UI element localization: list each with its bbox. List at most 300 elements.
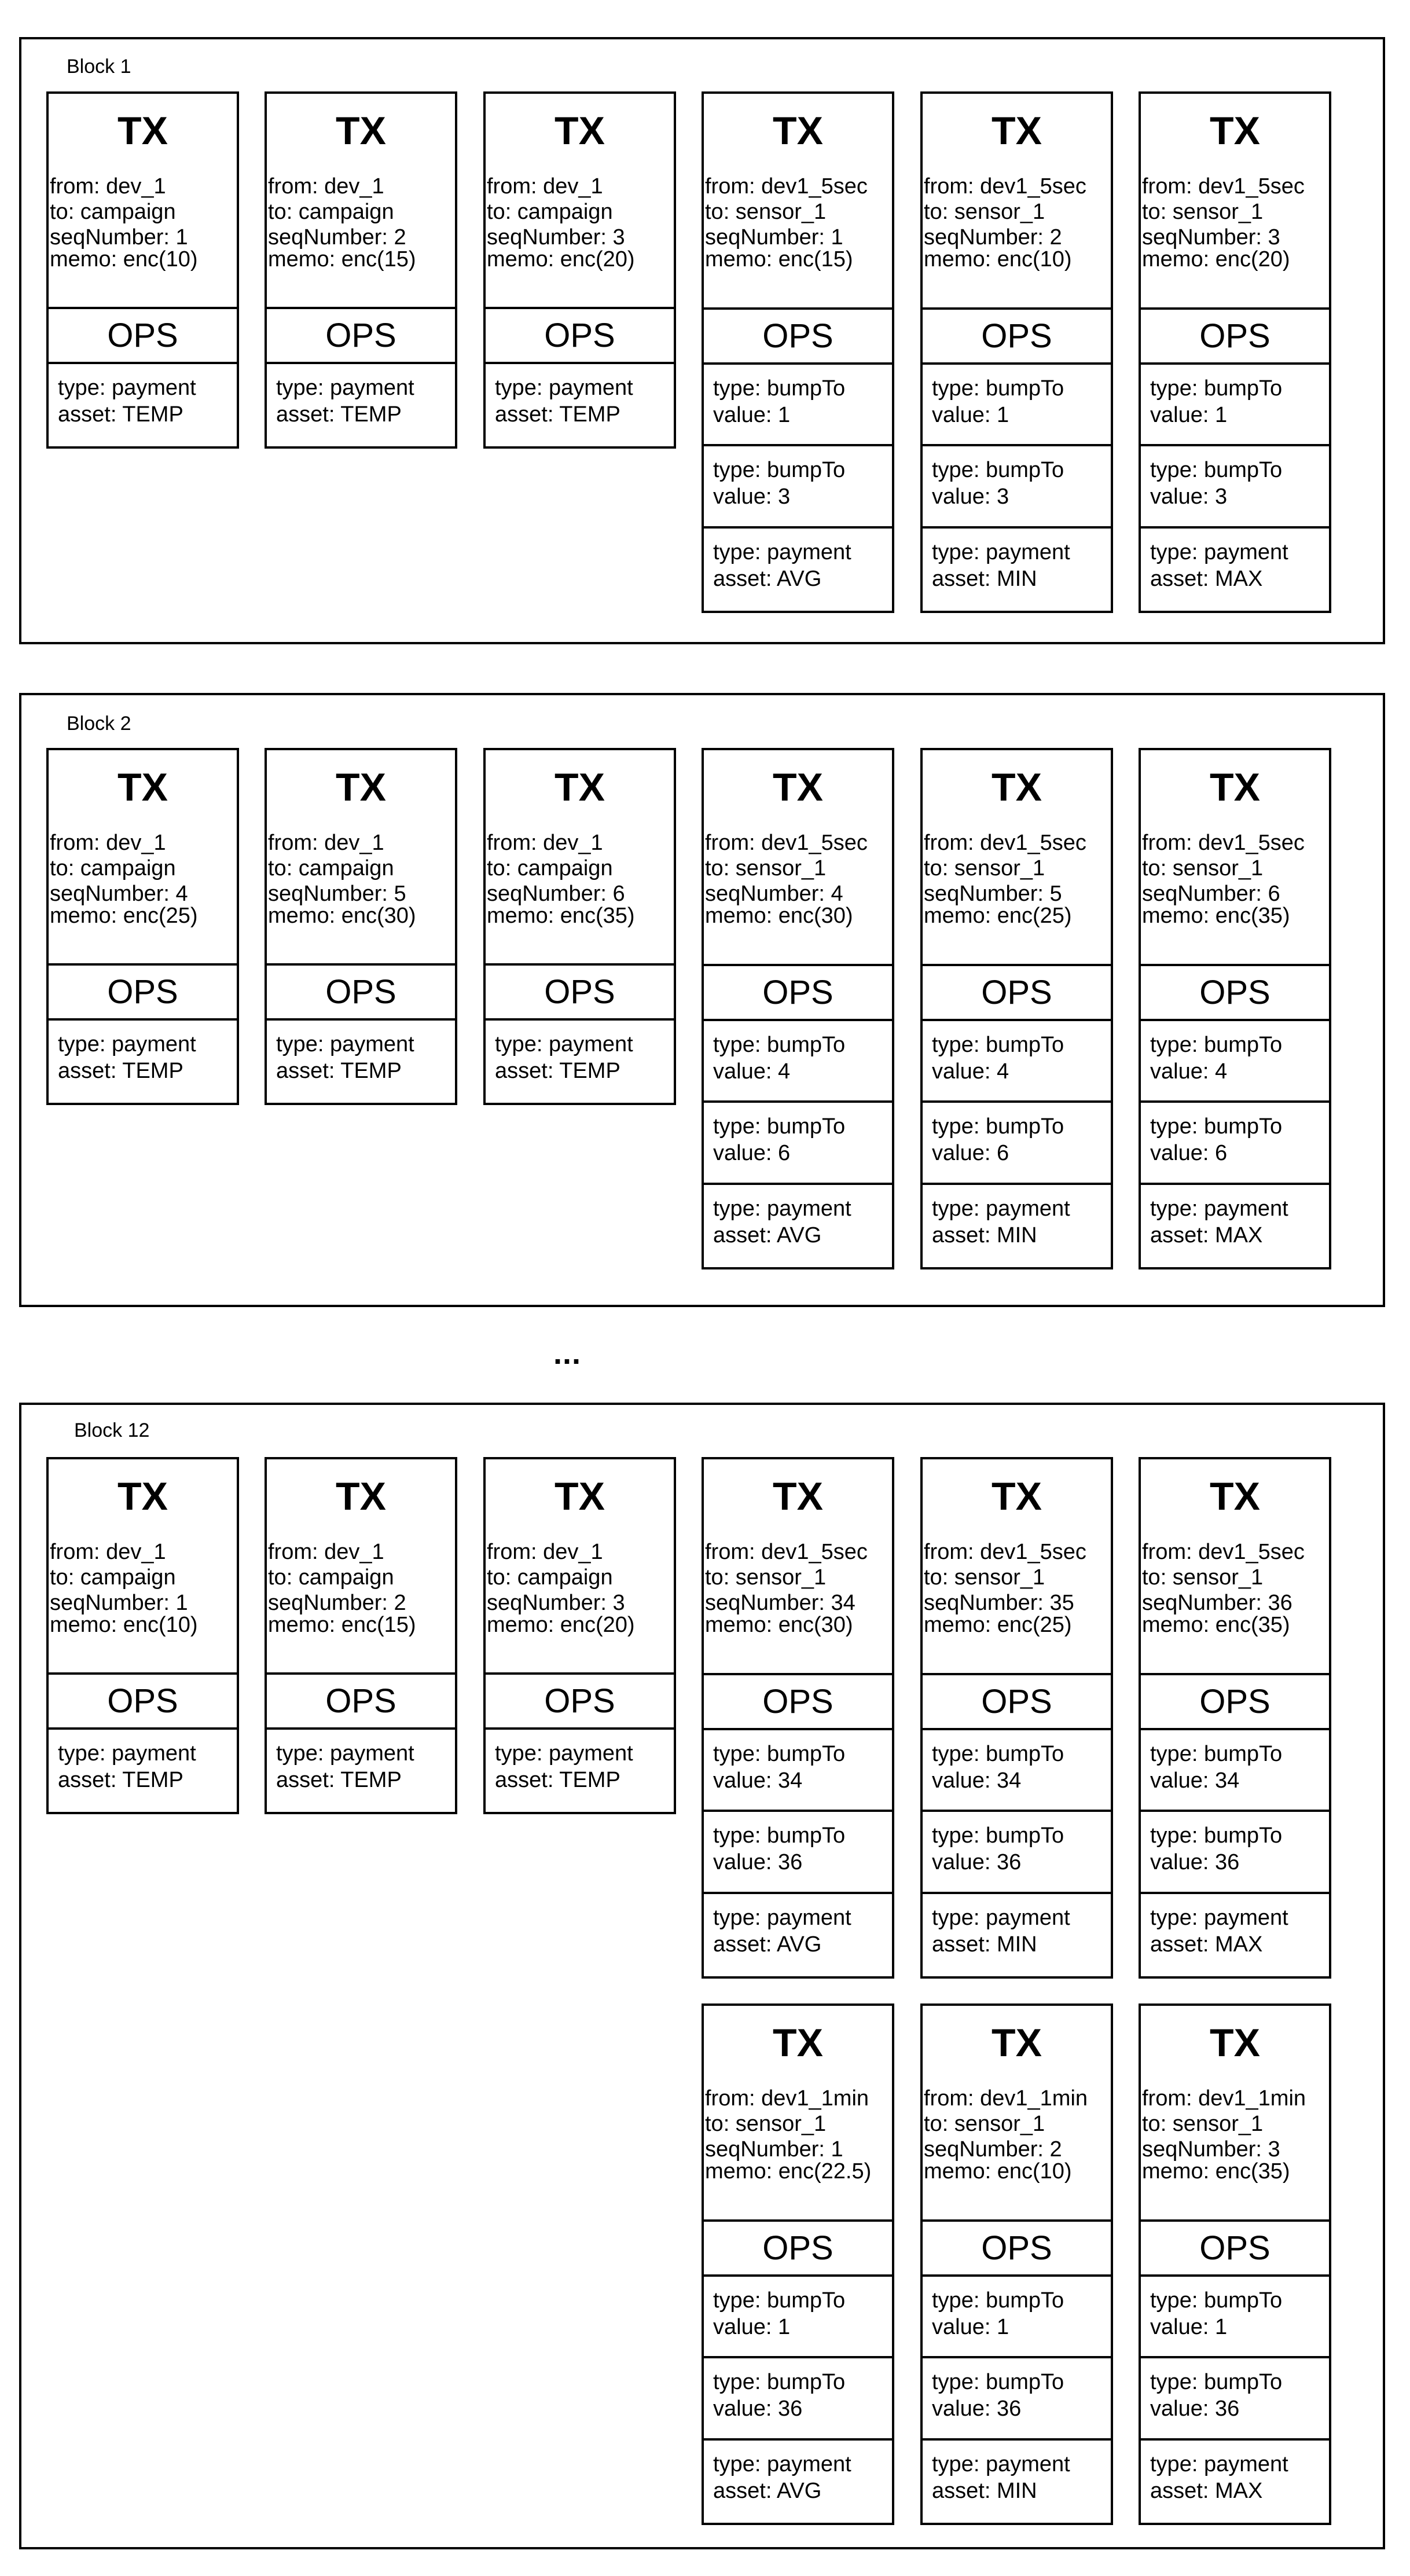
tx-section <box>923 750 1111 966</box>
op-detail: value: 4 <box>932 1059 1009 1084</box>
tx-to: to: campaign <box>268 1565 394 1590</box>
tx-to: to: sensor_1 <box>1142 200 1264 224</box>
tx-fields <box>705 830 868 929</box>
tx-fields <box>1142 1539 1305 1638</box>
tx-memo: memo: enc(25) <box>924 1613 1072 1637</box>
tx-to: to: campaign <box>50 200 176 224</box>
ops-header: OPS <box>1141 2222 1329 2277</box>
operation <box>923 2277 1111 2359</box>
operation <box>704 1730 892 1812</box>
tx-section <box>923 1459 1111 1675</box>
ops-header: OPS <box>267 966 455 1021</box>
tx-memo: memo: enc(35) <box>1142 1613 1290 1637</box>
tx-card <box>702 91 894 613</box>
tx-to: to: campaign <box>487 200 613 224</box>
operation <box>704 365 892 447</box>
op-type: type: bumpTo <box>932 1114 1064 1139</box>
tx-fields <box>268 174 416 272</box>
tx-card <box>920 91 1113 613</box>
ops-header: OPS <box>49 309 237 364</box>
tx-memo: memo: enc(35) <box>1142 904 1290 928</box>
tx-section <box>1141 2006 1329 2222</box>
ops-header: OPS <box>267 309 455 364</box>
tx-seq-number: seqNumber: 36 <box>1142 1591 1292 1615</box>
tx-seq-number: seqNumber: 5 <box>268 882 406 906</box>
tx-from: from: dev1_5sec <box>1142 831 1305 855</box>
tx-seq-number: seqNumber: 1 <box>705 225 843 249</box>
tx-card <box>265 1457 457 1814</box>
tx-fields <box>1142 2086 1306 2184</box>
tx-section <box>923 94 1111 310</box>
operation <box>923 1894 1111 1976</box>
tx-title: TX <box>992 109 1042 153</box>
tx-title: TX <box>336 109 386 153</box>
tx-fields <box>268 1539 416 1638</box>
operation <box>1141 365 1329 447</box>
ops-header: OPS <box>704 310 892 365</box>
tx-fields <box>924 1539 1086 1638</box>
tx-seq-number: seqNumber: 6 <box>1142 882 1280 906</box>
ops-header: OPS <box>1141 1675 1329 1730</box>
tx-title: TX <box>992 2021 1042 2065</box>
tx-memo: memo: enc(10) <box>924 247 1072 271</box>
tx-memo: memo: enc(22.5) <box>705 2159 872 2184</box>
tx-memo: memo: enc(30) <box>705 1613 853 1637</box>
operation <box>704 2358 892 2441</box>
tx-section <box>704 94 892 310</box>
operation <box>923 2441 1111 2523</box>
op-type: type: bumpTo <box>932 458 1064 483</box>
tx-fields <box>50 1539 198 1638</box>
ops-header: OPS <box>1141 966 1329 1021</box>
operation <box>923 1185 1111 1267</box>
tx-from: from: dev1_5sec <box>924 174 1086 199</box>
op-detail: value: 3 <box>713 485 791 509</box>
op-detail: asset: TEMP <box>495 402 620 427</box>
ellipsis: ... <box>553 1336 581 1371</box>
op-detail: asset: AVG <box>713 567 822 592</box>
tx-to: to: sensor_1 <box>705 200 827 224</box>
tx-to: to: campaign <box>268 200 394 224</box>
tx-to: to: sensor_1 <box>1142 1565 1264 1590</box>
tx-from: from: dev_1 <box>268 1540 384 1564</box>
tx-card <box>702 2003 894 2525</box>
op-detail: asset: TEMP <box>58 402 183 427</box>
op-type: type: bumpTo <box>713 1741 846 1766</box>
tx-section <box>1141 1459 1329 1675</box>
tx-seq-number: seqNumber: 3 <box>1142 2137 1280 2162</box>
tx-section <box>923 2006 1111 2222</box>
operation <box>1141 2441 1329 2523</box>
tx-from: from: dev_1 <box>487 1540 603 1564</box>
operation <box>923 1103 1111 1185</box>
tx-section <box>486 94 674 309</box>
op-type: type: payment <box>713 1197 851 1221</box>
tx-memo: memo: enc(20) <box>1142 247 1290 271</box>
op-type: type: payment <box>1150 1906 1288 1931</box>
tx-card <box>265 91 457 449</box>
tx-section <box>486 750 674 966</box>
operation <box>1141 529 1329 611</box>
operation <box>486 364 674 446</box>
operation <box>1141 2277 1329 2359</box>
op-detail: asset: MIN <box>932 1223 1037 1248</box>
op-type: type: bumpTo <box>713 2288 846 2313</box>
tx-title: TX <box>336 765 386 809</box>
op-type: type: payment <box>713 1906 851 1931</box>
op-type: type: bumpTo <box>1150 376 1283 401</box>
op-detail: value: 6 <box>932 1141 1009 1166</box>
tx-card <box>265 748 457 1105</box>
op-type: type: payment <box>932 1906 1070 1931</box>
tx-to: to: campaign <box>50 856 176 880</box>
op-type: type: payment <box>1150 540 1288 565</box>
tx-section <box>1141 94 1329 310</box>
tx-fields <box>50 830 198 929</box>
tx-section <box>49 750 237 966</box>
operation <box>49 1730 237 1812</box>
operation <box>704 1103 892 1185</box>
op-detail: asset: TEMP <box>276 1059 402 1084</box>
tx-section <box>267 1459 455 1675</box>
tx-from: from: dev1_5sec <box>924 1540 1086 1564</box>
op-type: type: payment <box>495 376 633 401</box>
tx-title: TX <box>773 765 823 809</box>
tx-section <box>704 1459 892 1675</box>
tx-fields <box>705 174 868 272</box>
tx-fields <box>924 830 1086 929</box>
tx-memo: memo: enc(10) <box>50 247 198 271</box>
tx-section <box>1141 750 1329 966</box>
tx-to: to: sensor_1 <box>705 1565 827 1590</box>
tx-to: to: sensor_1 <box>924 856 1045 880</box>
tx-from: from: dev1_5sec <box>705 174 868 199</box>
tx-seq-number: seqNumber: 3 <box>487 1591 625 1615</box>
operation <box>49 1021 237 1103</box>
tx-card <box>46 748 239 1105</box>
operation <box>923 1021 1111 1103</box>
operation <box>1141 1894 1329 1976</box>
tx-seq-number: seqNumber: 35 <box>924 1591 1074 1615</box>
tx-card <box>920 1457 1113 1979</box>
op-detail: asset: TEMP <box>495 1059 620 1084</box>
tx-from: from: dev1_5sec <box>1142 1540 1305 1564</box>
tx-fields <box>705 2086 871 2184</box>
op-type: type: payment <box>713 540 851 565</box>
tx-to: to: campaign <box>50 1565 176 1590</box>
op-detail: asset: TEMP <box>58 1059 183 1084</box>
tx-fields <box>268 830 416 929</box>
tx-fields <box>924 2086 1088 2184</box>
tx-to: to: campaign <box>487 1565 613 1590</box>
op-type: type: bumpTo <box>1150 2370 1283 2395</box>
op-detail: asset: AVG <box>713 1932 822 1957</box>
operation <box>49 364 237 446</box>
op-detail: asset: MIN <box>932 567 1037 592</box>
tx-seq-number: seqNumber: 2 <box>268 1591 406 1615</box>
operation <box>1141 1185 1329 1267</box>
tx-title: TX <box>118 1474 168 1518</box>
op-type: type: payment <box>932 1197 1070 1221</box>
ops-header: OPS <box>923 310 1111 365</box>
tx-memo: memo: enc(15) <box>268 1613 416 1637</box>
tx-from: from: dev_1 <box>268 831 384 855</box>
tx-seq-number: seqNumber: 3 <box>1142 225 1280 249</box>
tx-title: TX <box>118 765 168 809</box>
operation <box>923 1730 1111 1812</box>
op-detail: asset: TEMP <box>276 402 402 427</box>
tx-seq-number: seqNumber: 4 <box>705 882 843 906</box>
op-detail: value: 36 <box>932 2397 1022 2421</box>
tx-title: TX <box>118 109 168 153</box>
operation <box>704 1185 892 1267</box>
tx-card <box>702 748 894 1269</box>
tx-memo: memo: enc(15) <box>268 247 416 271</box>
ops-header: OPS <box>486 1675 674 1730</box>
tx-to: to: sensor_1 <box>1142 856 1264 880</box>
op-detail: value: 36 <box>1150 2397 1240 2421</box>
op-detail: asset: MAX <box>1150 567 1263 592</box>
operation <box>267 1021 455 1103</box>
op-type: type: bumpTo <box>932 2288 1064 2313</box>
op-detail: value: 1 <box>932 402 1009 427</box>
op-type: type: bumpTo <box>713 1032 846 1057</box>
op-detail: value: 36 <box>932 1850 1022 1875</box>
tx-from: from: dev_1 <box>268 174 384 199</box>
op-detail: value: 3 <box>1150 485 1228 509</box>
block-label: Block 2 <box>67 713 131 735</box>
tx-seq-number: seqNumber: 1 <box>705 2137 843 2162</box>
op-type: type: payment <box>932 540 1070 565</box>
tx-title: TX <box>1210 2021 1260 2065</box>
op-detail: asset: MAX <box>1150 2479 1263 2504</box>
op-detail: asset: MAX <box>1150 1223 1263 1248</box>
block-label: Block 12 <box>74 1419 150 1441</box>
operation <box>1141 1021 1329 1103</box>
tx-title: TX <box>336 1474 386 1518</box>
operation <box>704 446 892 529</box>
op-type: type: bumpTo <box>713 1823 846 1848</box>
tx-from: from: dev1_5sec <box>924 831 1086 855</box>
op-type: type: bumpTo <box>713 376 846 401</box>
op-detail: asset: AVG <box>713 2479 822 2504</box>
ops-header: OPS <box>704 966 892 1021</box>
op-type: type: bumpTo <box>713 1114 846 1139</box>
tx-card <box>1139 748 1331 1269</box>
tx-to: to: campaign <box>487 856 613 880</box>
operation <box>704 1812 892 1894</box>
op-detail: value: 4 <box>1150 1059 1228 1084</box>
tx-from: from: dev_1 <box>487 831 603 855</box>
tx-memo: memo: enc(25) <box>50 904 198 928</box>
tx-memo: memo: enc(10) <box>50 1613 198 1637</box>
tx-to: to: sensor_1 <box>705 856 827 880</box>
op-type: type: payment <box>276 1032 414 1057</box>
op-detail: value: 6 <box>713 1141 791 1166</box>
op-type: type: payment <box>495 1741 633 1766</box>
tx-section <box>704 2006 892 2222</box>
tx-fields <box>705 1539 868 1638</box>
tx-seq-number: seqNumber: 3 <box>487 225 625 249</box>
tx-section <box>267 750 455 966</box>
tx-card <box>920 2003 1113 2525</box>
op-detail: value: 1 <box>713 2314 791 2339</box>
operation <box>704 1021 892 1103</box>
tx-fields <box>487 174 635 272</box>
tx-memo: memo: enc(15) <box>705 247 853 271</box>
tx-from: from: dev1_5sec <box>1142 174 1305 199</box>
op-type: type: payment <box>495 1032 633 1057</box>
op-type: type: bumpTo <box>1150 1114 1283 1139</box>
tx-section <box>267 94 455 309</box>
op-type: type: payment <box>276 376 414 401</box>
op-detail: value: 36 <box>713 1850 803 1875</box>
tx-section <box>49 1459 237 1675</box>
op-detail: value: 4 <box>713 1059 791 1084</box>
tx-seq-number: seqNumber: 2 <box>924 225 1062 249</box>
tx-title: TX <box>773 2021 823 2065</box>
op-detail: asset: TEMP <box>495 1768 620 1793</box>
tx-card <box>702 1457 894 1979</box>
tx-title: TX <box>555 109 605 153</box>
tx-to: to: campaign <box>268 856 394 880</box>
tx-to: to: sensor_1 <box>1142 2112 1264 2136</box>
tx-title: TX <box>1210 765 1260 809</box>
op-type: type: bumpTo <box>1150 2288 1283 2313</box>
operation <box>923 446 1111 529</box>
tx-title: TX <box>992 765 1042 809</box>
op-detail: value: 34 <box>1150 1768 1240 1793</box>
op-type: type: bumpTo <box>932 1741 1064 1766</box>
op-detail: asset: AVG <box>713 1223 822 1248</box>
block-label: Block 1 <box>67 56 131 78</box>
tx-fields <box>487 1539 635 1638</box>
tx-fields <box>487 830 635 929</box>
tx-memo: memo: enc(30) <box>705 904 853 928</box>
op-type: type: bumpTo <box>932 376 1064 401</box>
tx-section <box>704 750 892 966</box>
tx-card <box>483 1457 676 1814</box>
tx-from: from: dev1_5sec <box>705 831 868 855</box>
tx-fields <box>924 174 1086 272</box>
tx-memo: memo: enc(10) <box>924 2159 1072 2184</box>
op-detail: value: 1 <box>713 402 791 427</box>
tx-to: to: sensor_1 <box>924 2112 1045 2136</box>
tx-from: from: dev1_1min <box>924 2086 1088 2111</box>
tx-title: TX <box>555 765 605 809</box>
tx-title: TX <box>992 1474 1042 1518</box>
op-type: type: bumpTo <box>1150 1823 1283 1848</box>
op-detail: value: 1 <box>1150 2314 1228 2339</box>
tx-from: from: dev_1 <box>50 831 166 855</box>
tx-seq-number: seqNumber: 2 <box>268 225 406 249</box>
tx-from: from: dev_1 <box>50 174 166 199</box>
tx-fields <box>50 174 198 272</box>
operation <box>704 1894 892 1976</box>
tx-card <box>1139 1457 1331 1979</box>
op-detail: value: 36 <box>1150 1850 1240 1875</box>
tx-section <box>486 1459 674 1675</box>
operation <box>704 529 892 611</box>
tx-from: from: dev_1 <box>487 174 603 199</box>
ops-header: OPS <box>704 1675 892 1730</box>
operation <box>267 1730 455 1812</box>
operation <box>486 1021 674 1103</box>
tx-memo: memo: enc(20) <box>487 1613 635 1637</box>
tx-title: TX <box>773 1474 823 1518</box>
tx-title: TX <box>773 109 823 153</box>
op-type: type: payment <box>1150 1197 1288 1221</box>
op-detail: asset: MIN <box>932 2479 1037 2504</box>
tx-card <box>1139 2003 1331 2525</box>
operation <box>267 364 455 446</box>
tx-memo: memo: enc(35) <box>487 904 635 928</box>
op-type: type: bumpTo <box>932 1823 1064 1848</box>
tx-to: to: sensor_1 <box>924 200 1045 224</box>
tx-card <box>1139 91 1331 613</box>
tx-fields <box>1142 174 1305 272</box>
tx-to: to: sensor_1 <box>924 1565 1045 1590</box>
op-detail: asset: TEMP <box>58 1768 183 1793</box>
tx-memo: memo: enc(30) <box>268 904 416 928</box>
ops-header: OPS <box>923 966 1111 1021</box>
op-type: type: payment <box>276 1741 414 1766</box>
op-detail: value: 1 <box>932 2314 1009 2339</box>
tx-to: to: sensor_1 <box>705 2112 827 2136</box>
tx-seq-number: seqNumber: 6 <box>487 882 625 906</box>
tx-from: from: dev1_5sec <box>705 1540 868 1564</box>
ops-header: OPS <box>486 966 674 1021</box>
op-detail: value: 6 <box>1150 1141 1228 1166</box>
tx-from: from: dev1_1min <box>1142 2086 1306 2111</box>
operation <box>486 1730 674 1812</box>
op-detail: asset: MAX <box>1150 1932 1263 1957</box>
tx-card <box>46 1457 239 1814</box>
op-type: type: payment <box>932 2452 1070 2477</box>
op-type: type: bumpTo <box>1150 1741 1283 1766</box>
op-detail: value: 36 <box>713 2397 803 2421</box>
tx-from: from: dev_1 <box>50 1540 166 1564</box>
operation <box>1141 1103 1329 1185</box>
tx-fields <box>1142 830 1305 929</box>
tx-title: TX <box>555 1474 605 1518</box>
ops-header: OPS <box>923 2222 1111 2277</box>
operation <box>923 2358 1111 2441</box>
tx-seq-number: seqNumber: 2 <box>924 2137 1062 2162</box>
op-detail: value: 3 <box>932 485 1009 509</box>
op-type: type: bumpTo <box>713 2370 846 2395</box>
ops-header: OPS <box>1141 310 1329 365</box>
tx-from: from: dev1_1min <box>705 2086 869 2111</box>
tx-memo: memo: enc(25) <box>924 904 1072 928</box>
op-type: type: bumpTo <box>932 2370 1064 2395</box>
tx-seq-number: seqNumber: 1 <box>50 225 188 249</box>
tx-seq-number: seqNumber: 1 <box>50 1591 188 1615</box>
tx-card <box>483 748 676 1105</box>
operation <box>704 2277 892 2359</box>
ops-header: OPS <box>923 1675 1111 1730</box>
operation <box>1141 2358 1329 2441</box>
tx-title: TX <box>1210 109 1260 153</box>
operation <box>923 529 1111 611</box>
operation <box>923 365 1111 447</box>
tx-seq-number: seqNumber: 34 <box>705 1591 855 1615</box>
op-type: type: payment <box>58 1741 196 1766</box>
ops-header: OPS <box>704 2222 892 2277</box>
tx-card <box>46 91 239 449</box>
operation <box>1141 446 1329 529</box>
op-detail: value: 34 <box>932 1768 1022 1793</box>
